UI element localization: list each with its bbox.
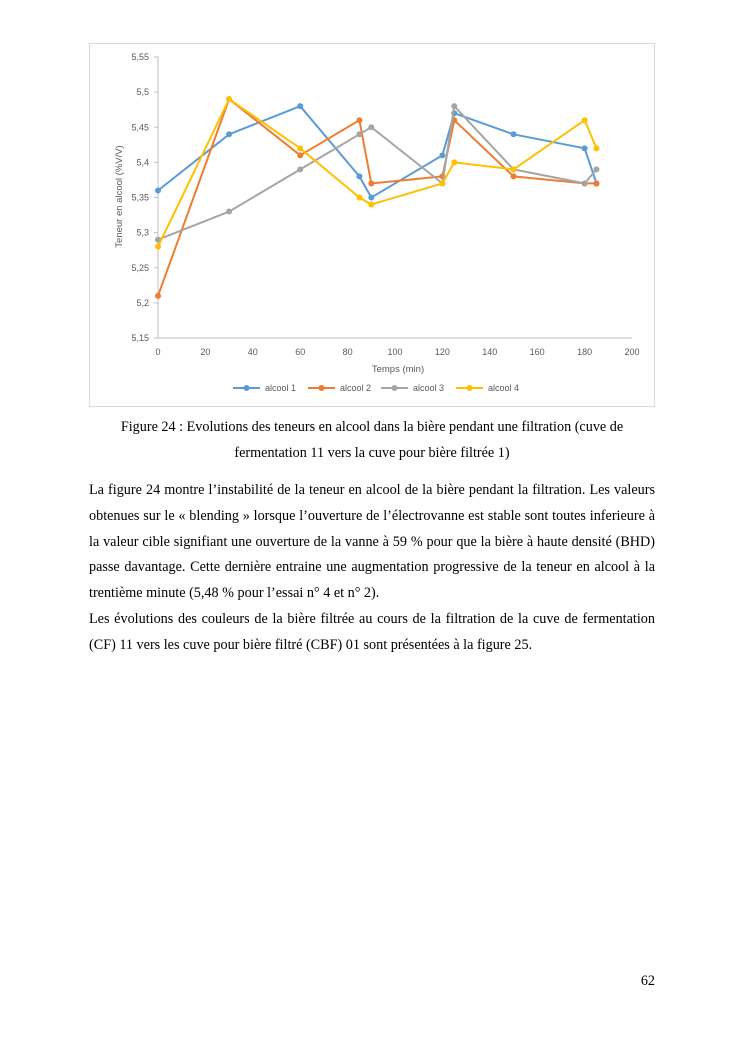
data-point-series-4 (155, 244, 161, 250)
x-tick-label: 160 (529, 347, 545, 357)
data-point-series-3 (356, 131, 362, 137)
legend-swatch-marker (392, 385, 398, 391)
data-point-series-1 (226, 131, 232, 137)
y-tick-label: 5,55 (131, 52, 149, 62)
data-point-series-2 (593, 180, 599, 186)
x-tick-label: 120 (434, 347, 450, 357)
y-axis-title: Teneur en alcool (%V/V) (114, 145, 125, 248)
data-point-series-1 (582, 145, 588, 151)
x-tick-label: 60 (295, 347, 306, 357)
data-point-series-4 (582, 117, 588, 123)
data-point-series-4 (511, 166, 517, 172)
x-tick-label: 0 (155, 347, 161, 357)
data-point-series-3 (368, 124, 374, 130)
x-tick-label: 20 (200, 347, 211, 357)
y-tick-label: 5,5 (136, 87, 149, 98)
y-tick-label: 5,4 (136, 157, 149, 168)
x-tick-label: 100 (387, 347, 403, 357)
y-tick-label: 5,15 (131, 333, 149, 343)
data-point-series-1 (155, 187, 161, 193)
figure-caption (89, 414, 655, 466)
line-chart (90, 44, 656, 408)
x-tick-label: 180 (577, 347, 593, 357)
legend-swatch-marker (467, 385, 473, 391)
y-tick-label: 5,45 (131, 122, 149, 133)
legend-label: alcool 3 (413, 383, 445, 393)
data-point-series-1 (297, 103, 303, 109)
series-line-3 (158, 106, 597, 240)
data-point-series-2 (368, 180, 374, 186)
data-point-series-4 (368, 202, 374, 208)
data-point-series-1 (356, 173, 362, 179)
data-point-series-1 (511, 131, 517, 137)
y-tick-label: 5,25 (131, 262, 149, 273)
y-tick-label: 5,35 (131, 192, 149, 203)
data-point-series-3 (226, 209, 232, 215)
data-point-series-3 (593, 166, 599, 172)
data-point-series-3 (451, 103, 457, 109)
data-point-series-2 (356, 117, 362, 123)
data-point-series-1 (439, 152, 445, 158)
data-point-series-4 (297, 145, 303, 151)
data-point-series-3 (582, 180, 588, 186)
x-axis-title: Temps (min) (371, 364, 425, 375)
legend-label: alcool 4 (488, 383, 520, 393)
data-point-series-4 (356, 195, 362, 201)
data-point-series-3 (297, 166, 303, 172)
paragraph-2: Les évolutions des couleurs de la bière filtrée au cours de la filtration de la cuve de fermentation (CF) 11 vers les cuve pour bière filtré (CBF) 01 sont présentées à la figure 25. (89, 610, 655, 653)
data-point-series-2 (511, 173, 517, 179)
data-point-series-4 (593, 145, 599, 151)
y-tick-label: 5,3 (136, 227, 149, 238)
caption-line-1: Figure 24 : Evolutions des teneurs en alcool dans la bière pendant une filtration (cuve de (120, 419, 624, 435)
page-number: 62 (640, 973, 655, 989)
legend-label: alcool 2 (340, 383, 372, 393)
paragraph-1: La figure 24 montre l’instabilité de la teneur en alcool de la bière pendant la filtration. Les valeurs obtenues sur le « blending » lorsque l’ouverture de l’électrovanne est stable sont toutes inferieure à la valeur cible signifiant une ouverture de la vanne à 59 % pour que la bière à haute densité (BHD) passe davantage. Cette dernière entraine une augmentation progressive de la teneur en alcool à la trentième minute (5,48 % pour l’essai n° 4 et n° 2). (89, 482, 655, 602)
x-tick-label: 80 (342, 347, 353, 357)
series-line-2 (158, 99, 597, 296)
legend-label: alcool 1 (265, 383, 297, 393)
caption-line-2: fermentation 11 vers la cuve pour bière filtrée 1) (234, 445, 510, 461)
data-point-series-4 (439, 180, 445, 186)
x-tick-label: 40 (247, 347, 258, 357)
data-point-series-2 (297, 152, 303, 158)
x-tick-label: 140 (482, 347, 498, 357)
legend-swatch-marker (244, 385, 250, 391)
data-point-series-1 (368, 195, 374, 201)
legend-swatch-marker (319, 385, 325, 391)
x-tick-label: 200 (624, 347, 640, 357)
body-text (89, 478, 655, 659)
data-point-series-2 (155, 293, 161, 299)
data-point-series-4 (451, 159, 457, 165)
data-point-series-4 (226, 96, 232, 102)
y-tick-label: 5,2 (136, 297, 149, 308)
chart-area (89, 43, 655, 407)
